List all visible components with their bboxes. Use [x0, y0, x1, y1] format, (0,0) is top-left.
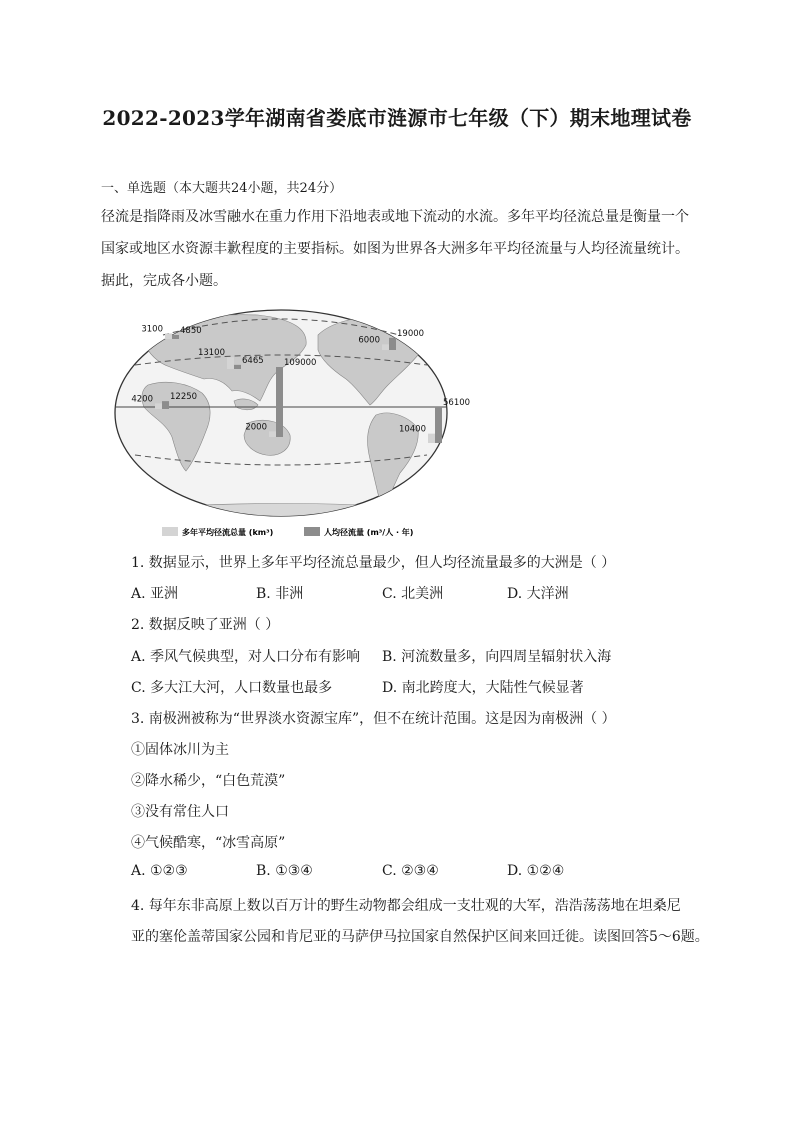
bar-per-capita-0: [172, 335, 179, 339]
legend-label-total: 多年平均径流总量 (km³): [182, 528, 274, 537]
greenland-shape: [383, 312, 420, 329]
label-total-4: 2000: [245, 422, 267, 433]
label-per-capita-4: 109000: [284, 358, 317, 368]
label-total-5: 10400: [398, 424, 426, 435]
bar-total-1: [227, 357, 234, 369]
q3-item-3: ③没有常住人口: [131, 804, 229, 820]
question-2-stem: 2. 数据反映了亚洲（ ）: [131, 617, 280, 633]
legend-swatch-total: [162, 527, 178, 536]
q1-option-b[interactable]: B. 非洲: [256, 586, 304, 602]
question-1-stem: 1. 数据显示，世界上多年平均径流总量最少，但人均径流量最多的大洲是（ ）: [131, 555, 616, 571]
bar-per-capita-3: [162, 401, 169, 409]
bar-total-4: [269, 431, 276, 437]
bar-per-capita-5: [435, 407, 442, 443]
q3-option-d[interactable]: D. ①②④: [507, 863, 565, 879]
q1-option-a[interactable]: A. 亚洲: [131, 586, 179, 602]
bar-per-capita-1: [234, 365, 241, 369]
bar-total-5: [428, 434, 435, 443]
label-total-3: 4200: [131, 394, 153, 405]
bar-total-2: [382, 344, 389, 350]
question-4-line-1: 4. 每年东非高原上数以百万计的野生动物都会组成一支壮观的大军，浩浩荡荡地在坦桑尼: [131, 898, 681, 914]
q2-option-a[interactable]: A. 季风气候典型，对人口分布有影响: [131, 649, 361, 665]
q3-option-c[interactable]: C. ②③④: [382, 863, 439, 879]
label-total-2: 6000: [358, 335, 380, 346]
question-3-stem: 3. 南极洲被称为“世界淡水资源宝库”，但不在统计范围。这是因为南极洲（ ）: [131, 711, 616, 727]
q3-option-a[interactable]: A. ①②③: [131, 863, 188, 879]
label-total-0: 3100: [141, 324, 163, 335]
q3-option-b[interactable]: B. ①③④: [256, 863, 313, 879]
bar-per-capita-2: [389, 338, 396, 350]
label-total-1: 13100: [197, 348, 225, 359]
label-per-capita-0: 4850: [180, 326, 202, 336]
question-4-line-2: 亚的塞伦盖蒂国家公园和肯尼亚的马萨伊马拉国家自然保护区间来回迁徙。读图回答5～6题。: [131, 929, 709, 945]
q2-option-c[interactable]: C. 多大江大河，人口数量也最多: [131, 680, 333, 696]
intro-line: 径流是指降雨及冰雪融水在重力作用下沿地表或地下流动的水流。多年平均径流总量是衡量一个: [101, 209, 689, 225]
bar-per-capita-4: [276, 367, 283, 437]
world-runoff-map: [108, 305, 471, 545]
q3-item-4: ④气候酷寒，“冰雪高原”: [131, 835, 286, 851]
q3-item-2: ②降水稀少，“白色荒漠”: [131, 773, 286, 789]
label-per-capita-5: 56100: [443, 397, 471, 408]
legend-swatch-per-capita: [304, 527, 320, 536]
q2-option-b[interactable]: B. 河流数量多，向四周呈辐射状入海: [382, 649, 612, 665]
label-per-capita-1: 6465: [242, 355, 264, 366]
antarctica-shape: [128, 504, 438, 546]
q1-option-d[interactable]: D. 大洋洲: [507, 586, 569, 602]
map-chart: [108, 305, 471, 545]
label-per-capita-3: 12250: [170, 392, 198, 403]
page-title: 2022-2023学年湖南省娄底市涟源市七年级（下）期末地理试卷: [102, 106, 692, 130]
intro-line: 国家或地区水资源丰歉程度的主要指标。如图为世界各大洲多年平均径流量与人均径流量统计。: [101, 241, 689, 257]
q2-option-d[interactable]: D. 南北跨度大，大陆性气候显著: [382, 680, 584, 696]
section-heading: 一、单选题（本大题共24小题，共24分）: [101, 181, 343, 196]
legend-label-per-capita: 人均径流量 (m³/人 · 年): [324, 528, 414, 537]
q1-option-c[interactable]: C. 北美洲: [382, 586, 444, 602]
q3-item-1: ①固体冰川为主: [131, 742, 229, 758]
label-per-capita-2: 19000: [397, 328, 425, 339]
intro-line: 据此，完成各小题。: [101, 273, 227, 289]
bar-total-0: [165, 333, 172, 339]
bar-total-3: [155, 403, 162, 409]
